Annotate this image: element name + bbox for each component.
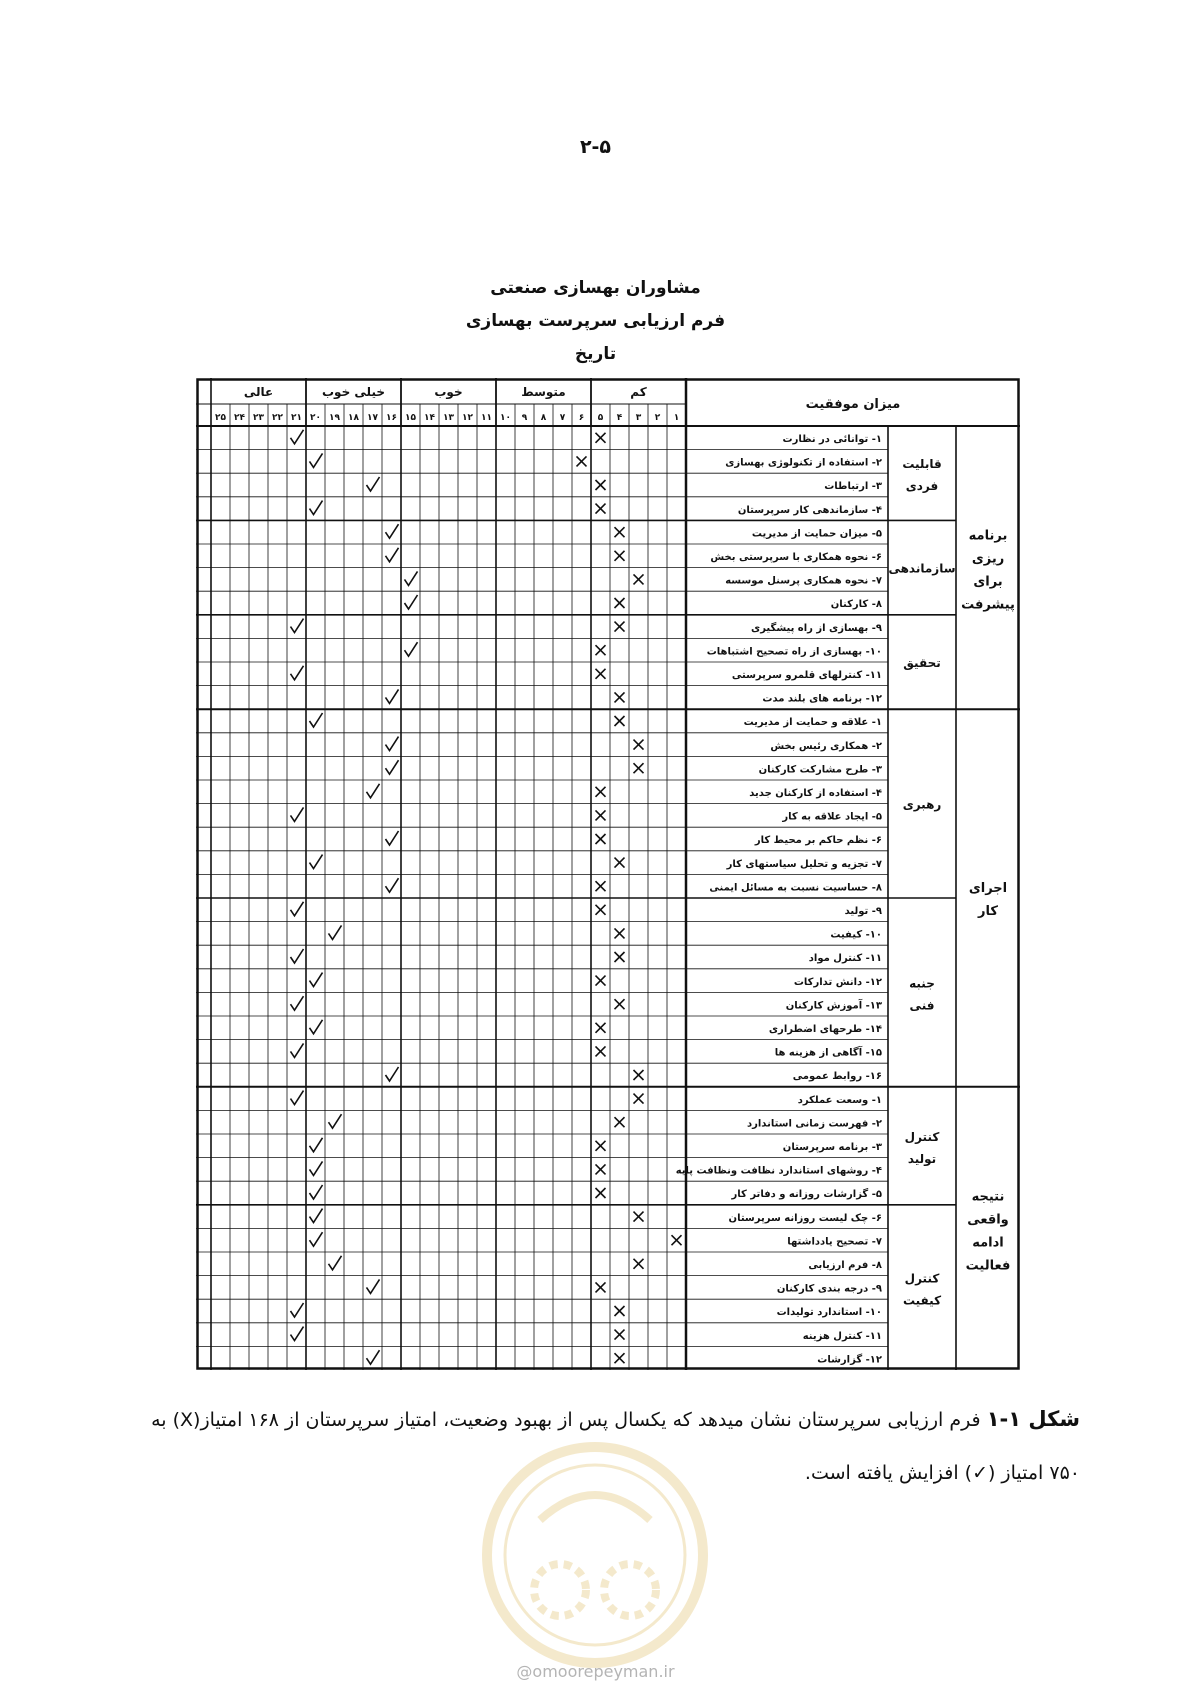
section-label: واقعی [967, 1212, 1009, 1228]
item-label: ۱۰- بهسازی از راه تصحیح اشتباهات [706, 646, 882, 658]
item-label: ۲- فهرست زمانی استاندارد [746, 1118, 882, 1130]
item-label: ۱۲- برنامه های بلند مدت [762, 693, 882, 705]
score-number: ۱۲ [462, 413, 473, 423]
after-mark-check [386, 1067, 399, 1081]
item-label: ۱۱- کنترلهای قلمرو سرپرستی [731, 670, 882, 682]
item-label: ۱۲- گزارشات [817, 1354, 882, 1366]
caption-text-1: فرم ارزیابی سرپرستان نشان میدهد که یکسال پس از بهبود وضعیت، امتیاز سرپرستان از ۱۶۸ امتیاز(X) به [151, 1409, 981, 1431]
group-label: رهبری [902, 797, 942, 812]
score-number: ۱۳ [443, 413, 454, 423]
item-label: ۶- نظم حاکم بر محیط کار [754, 835, 882, 847]
after-mark-check [291, 666, 304, 680]
score-number: ۱۸ [348, 413, 359, 423]
score-level-label: کم [630, 385, 647, 399]
after-mark-check [386, 760, 399, 774]
section-label: کار [978, 904, 998, 919]
after-mark-check [310, 1185, 323, 1199]
section-label: اجرای [968, 881, 1008, 896]
after-mark-check [291, 619, 304, 633]
item-label: ۱۵- آگاهی از هزینه ها [774, 1047, 882, 1059]
item-label: ۲- همکاری رئیس بخش [770, 740, 882, 752]
item-label: ۲- استفاده از تکنولوژی بهسازی [725, 457, 882, 469]
after-mark-check [329, 1256, 342, 1270]
after-mark-check [291, 1091, 304, 1105]
group-label: قابلیت [902, 457, 942, 472]
after-mark-check [386, 548, 399, 562]
after-mark-check [386, 689, 399, 703]
score-number: ۱۱ [481, 413, 492, 423]
score-number: ۲۵ [215, 413, 226, 423]
score-number: ۷ [559, 413, 566, 423]
score-level-label: متوسط [521, 385, 566, 399]
score-level-label: خیلی خوب [322, 385, 385, 399]
item-label: ۵- ایجاد علاقه به کار [782, 811, 882, 823]
item-label: ۹- بهسازی از راه پیشگیری [751, 622, 882, 634]
score-number: ۲۴ [234, 413, 245, 423]
item-label: ۷- نحوه همکاری پرسنل موسسه [725, 575, 882, 587]
score-number: ۲۱ [291, 413, 302, 423]
after-mark-check [310, 1138, 323, 1152]
item-label: ۳- ارتباطات [824, 481, 882, 493]
after-mark-check [386, 524, 399, 538]
item-label: ۷- تجزیه و تحلیل سیاستهای کار [726, 858, 882, 870]
group-label: جنبه [909, 976, 935, 991]
score-level-label: عالی [243, 385, 274, 399]
after-mark-check [386, 831, 399, 845]
score-number: ۲۲ [272, 413, 283, 423]
group-label: تولید [907, 1151, 937, 1166]
item-label: ۸- حساسیت نسبت به مسائل ایمنی [709, 882, 882, 894]
item-label: ۱۶- روابط عمومی [792, 1071, 882, 1083]
item-label: ۵- گزارشات روزانه و دفاتر کار [731, 1189, 882, 1201]
item-label: ۹- تولید [844, 906, 882, 918]
item-label: ۳- برنامه سرپرستان [782, 1142, 882, 1154]
score-number: ۹ [521, 413, 528, 423]
after-mark-check [310, 453, 323, 467]
item-label: ۵- میزان حمایت از مدیریت [751, 528, 882, 540]
group-label: کنترل [904, 1271, 940, 1286]
criteria-header: میزان موفقیت [805, 397, 901, 412]
after-mark-check [329, 1114, 342, 1128]
item-label: ۱۲- دانش تدارکات [793, 976, 882, 988]
section-label: برای [973, 574, 1003, 590]
after-mark-check [367, 1350, 380, 1364]
section-label: پیشرفت [961, 597, 1015, 613]
item-label: ۴- روشهای استاندارد نظافت ونظافت پایه [675, 1165, 882, 1177]
watermark-logo [480, 1440, 710, 1670]
score-number: ۵ [597, 413, 604, 423]
item-label: ۹- درجه بندی کارکنان [776, 1283, 882, 1295]
after-mark-check [310, 1020, 323, 1034]
figure-caption-line-1 [150, 1404, 1080, 1435]
section-label: ادامه [972, 1235, 1004, 1251]
item-label: ۳- طرح مشارکت کارکنان [758, 764, 882, 776]
after-mark-check [291, 1043, 304, 1057]
score-number: ۱ [673, 413, 680, 423]
item-label: ۱۱- کنترل هزینه [802, 1330, 882, 1342]
score-number: ۶ [578, 413, 585, 423]
figure-label: شکل ۱-۱ [986, 1407, 1080, 1431]
score-number: ۱۰ [500, 413, 511, 423]
after-mark-check [367, 784, 380, 798]
after-mark-check [310, 501, 323, 515]
after-mark-check [405, 642, 418, 656]
after-mark-check [310, 713, 323, 727]
form-title: فرم ارزیابی سرپرست بهسازی [465, 311, 726, 331]
score-number: ۴ [616, 413, 623, 423]
after-mark-check [291, 996, 304, 1010]
date-label: تاریخ [574, 344, 617, 364]
after-mark-check [367, 477, 380, 491]
section-label: فعالیت [965, 1258, 1011, 1274]
watermark-site: @omoorepeyman.ir [516, 1662, 675, 1681]
after-mark-check [291, 430, 304, 444]
section-label: ریزی [971, 551, 1005, 567]
figure-caption-line-2: ۷۵۰ امتیاز (✓) افزایش یافته است. [804, 1462, 1080, 1484]
score-number: ۲۳ [253, 413, 264, 423]
section-label: برنامه [968, 528, 1008, 544]
form-header [0, 272, 1191, 371]
evaluation-grid [196, 378, 1020, 1370]
after-mark-check [291, 1303, 304, 1317]
score-number: ۱۵ [405, 413, 416, 423]
evaluation-table [196, 378, 1020, 1370]
group-label: فردی [905, 479, 939, 494]
section-label: نتیجه [971, 1189, 1005, 1205]
group-label: کنترل [904, 1129, 940, 1144]
after-mark-check [310, 1209, 323, 1223]
group-label: تحقیق [903, 656, 941, 670]
org-name: مشاوران بهسازی صنعتی [490, 278, 701, 298]
item-label: ۱۴- طرحهای اضطراری [768, 1024, 882, 1036]
item-label: ۱۰- کیفیت [830, 929, 882, 941]
item-label: ۱- توانائی در نظارت [782, 434, 882, 446]
page-number: ۲-۵ [579, 136, 612, 158]
score-level-label: خوب [434, 385, 463, 399]
after-mark-check [310, 1161, 323, 1175]
item-label: ۱- وسعت عملکرد [797, 1094, 882, 1106]
after-mark-check [310, 973, 323, 987]
item-label: ۴- سازماندهی کار سرپرستان [737, 504, 882, 516]
item-label: ۱۰- استاندارد تولیدات [776, 1307, 882, 1319]
after-mark-check [291, 807, 304, 821]
group-label: فنی [909, 998, 935, 1013]
group-label: کیفیت [902, 1293, 942, 1308]
item-label: ۱- علاقه و حمایت از مدیریت [743, 717, 882, 729]
score-number: ۲۰ [310, 413, 321, 423]
score-number: ۳ [635, 413, 642, 423]
score-number: ۱۶ [386, 413, 397, 423]
score-number: ۱۴ [424, 413, 435, 423]
score-number: ۸ [540, 413, 547, 423]
after-mark-check [405, 595, 418, 609]
item-label: ۱۱- کنترل مواد [808, 953, 882, 965]
after-mark-check [310, 1232, 323, 1246]
item-label: ۶- نحوه همکاری با سرپرستی بخش [710, 552, 882, 564]
item-label: ۸- کارکنان [830, 599, 882, 611]
after-mark-check [367, 1279, 380, 1293]
after-mark-check [329, 925, 342, 939]
item-label: ۸- فرم ارزیابی [808, 1260, 882, 1272]
item-label: ۷- تصحیح یادداشتها [787, 1236, 882, 1248]
after-mark-check [386, 737, 399, 751]
after-mark-check [310, 855, 323, 869]
after-mark-check [291, 949, 304, 963]
score-number: ۱۷ [367, 413, 378, 423]
score-number: ۲ [654, 413, 661, 423]
item-label: ۶- چک لیست روزانه سرپرستان [728, 1212, 882, 1224]
item-label: ۱۳- آموزش کارکنان [785, 1000, 882, 1012]
score-number: ۱۹ [329, 413, 340, 423]
after-mark-check [405, 571, 418, 585]
after-mark-check [291, 902, 304, 916]
after-mark-check [386, 878, 399, 892]
after-mark-check [291, 1327, 304, 1341]
group-label: سازماندهی [888, 561, 956, 576]
item-label: ۴- استفاده از کارکنان جدید [749, 788, 882, 800]
